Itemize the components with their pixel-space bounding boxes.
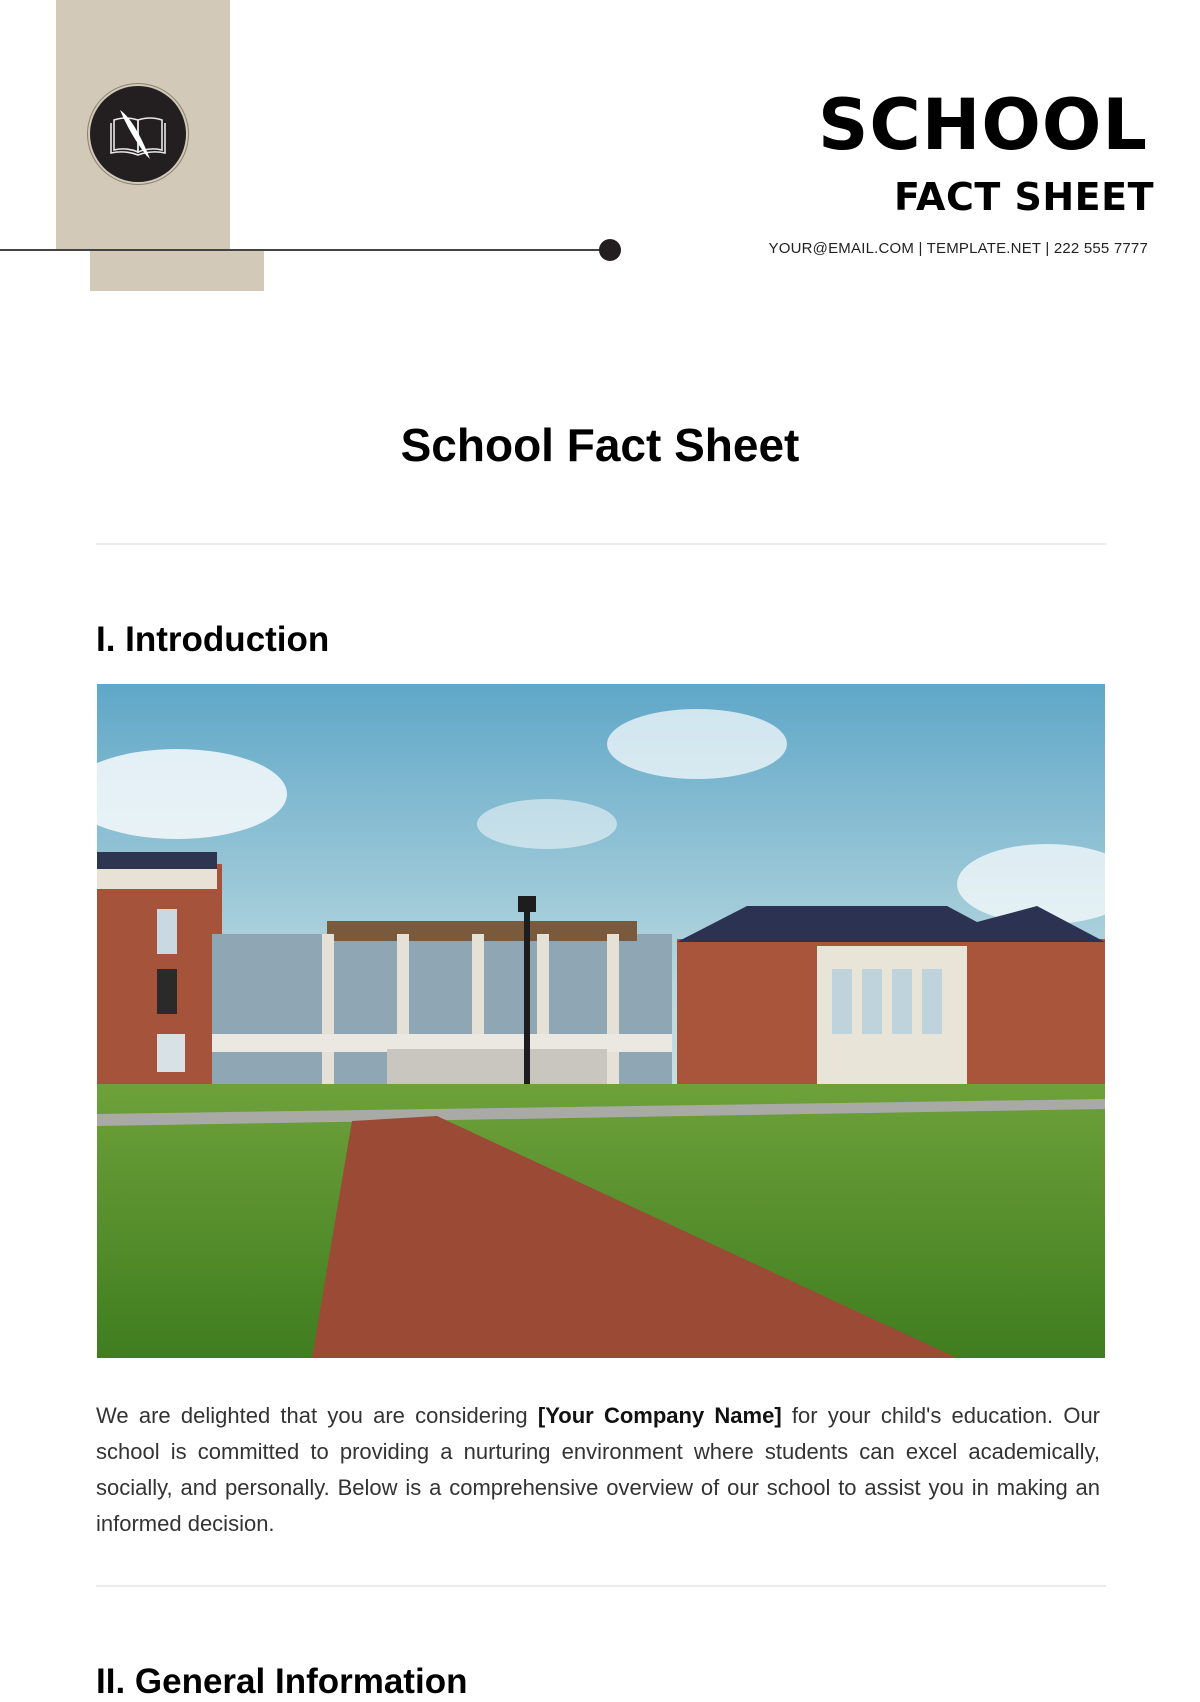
document-title: School Fact Sheet [400, 419, 800, 471]
company-name-placeholder: [Your Company Name] [537, 1403, 782, 1428]
header-rule [0, 249, 610, 251]
intro-text-end: for your child's education. Our school is committed to providing a nurturing environment where students can excel academically, socially, and personally. Below is a comprehensive overview of our school to assist you in making an informed decision. [96, 1403, 1101, 1536]
header-rule-dot [599, 239, 621, 261]
book-quill-icon [90, 86, 186, 182]
section-divider [96, 1585, 1106, 1587]
section-divider [96, 543, 1106, 545]
brand-subtitle: FACT SHEET [893, 175, 1154, 219]
introduction-paragraph [96, 1398, 1100, 1542]
section-heading-introduction: I. Introduction [96, 620, 330, 659]
section-heading-general-information: II. General Information [96, 1662, 468, 1701]
intro-text-start: We are delighted that you are considering [96, 1403, 538, 1428]
contact-line: YOUR@EMAIL.COM | TEMPLATE.NET | 222 555 7777 [768, 240, 1148, 257]
header-accent-block-lower [90, 250, 264, 291]
campus-photo [97, 684, 1105, 1358]
brand-title: SCHOOL [818, 84, 1148, 166]
